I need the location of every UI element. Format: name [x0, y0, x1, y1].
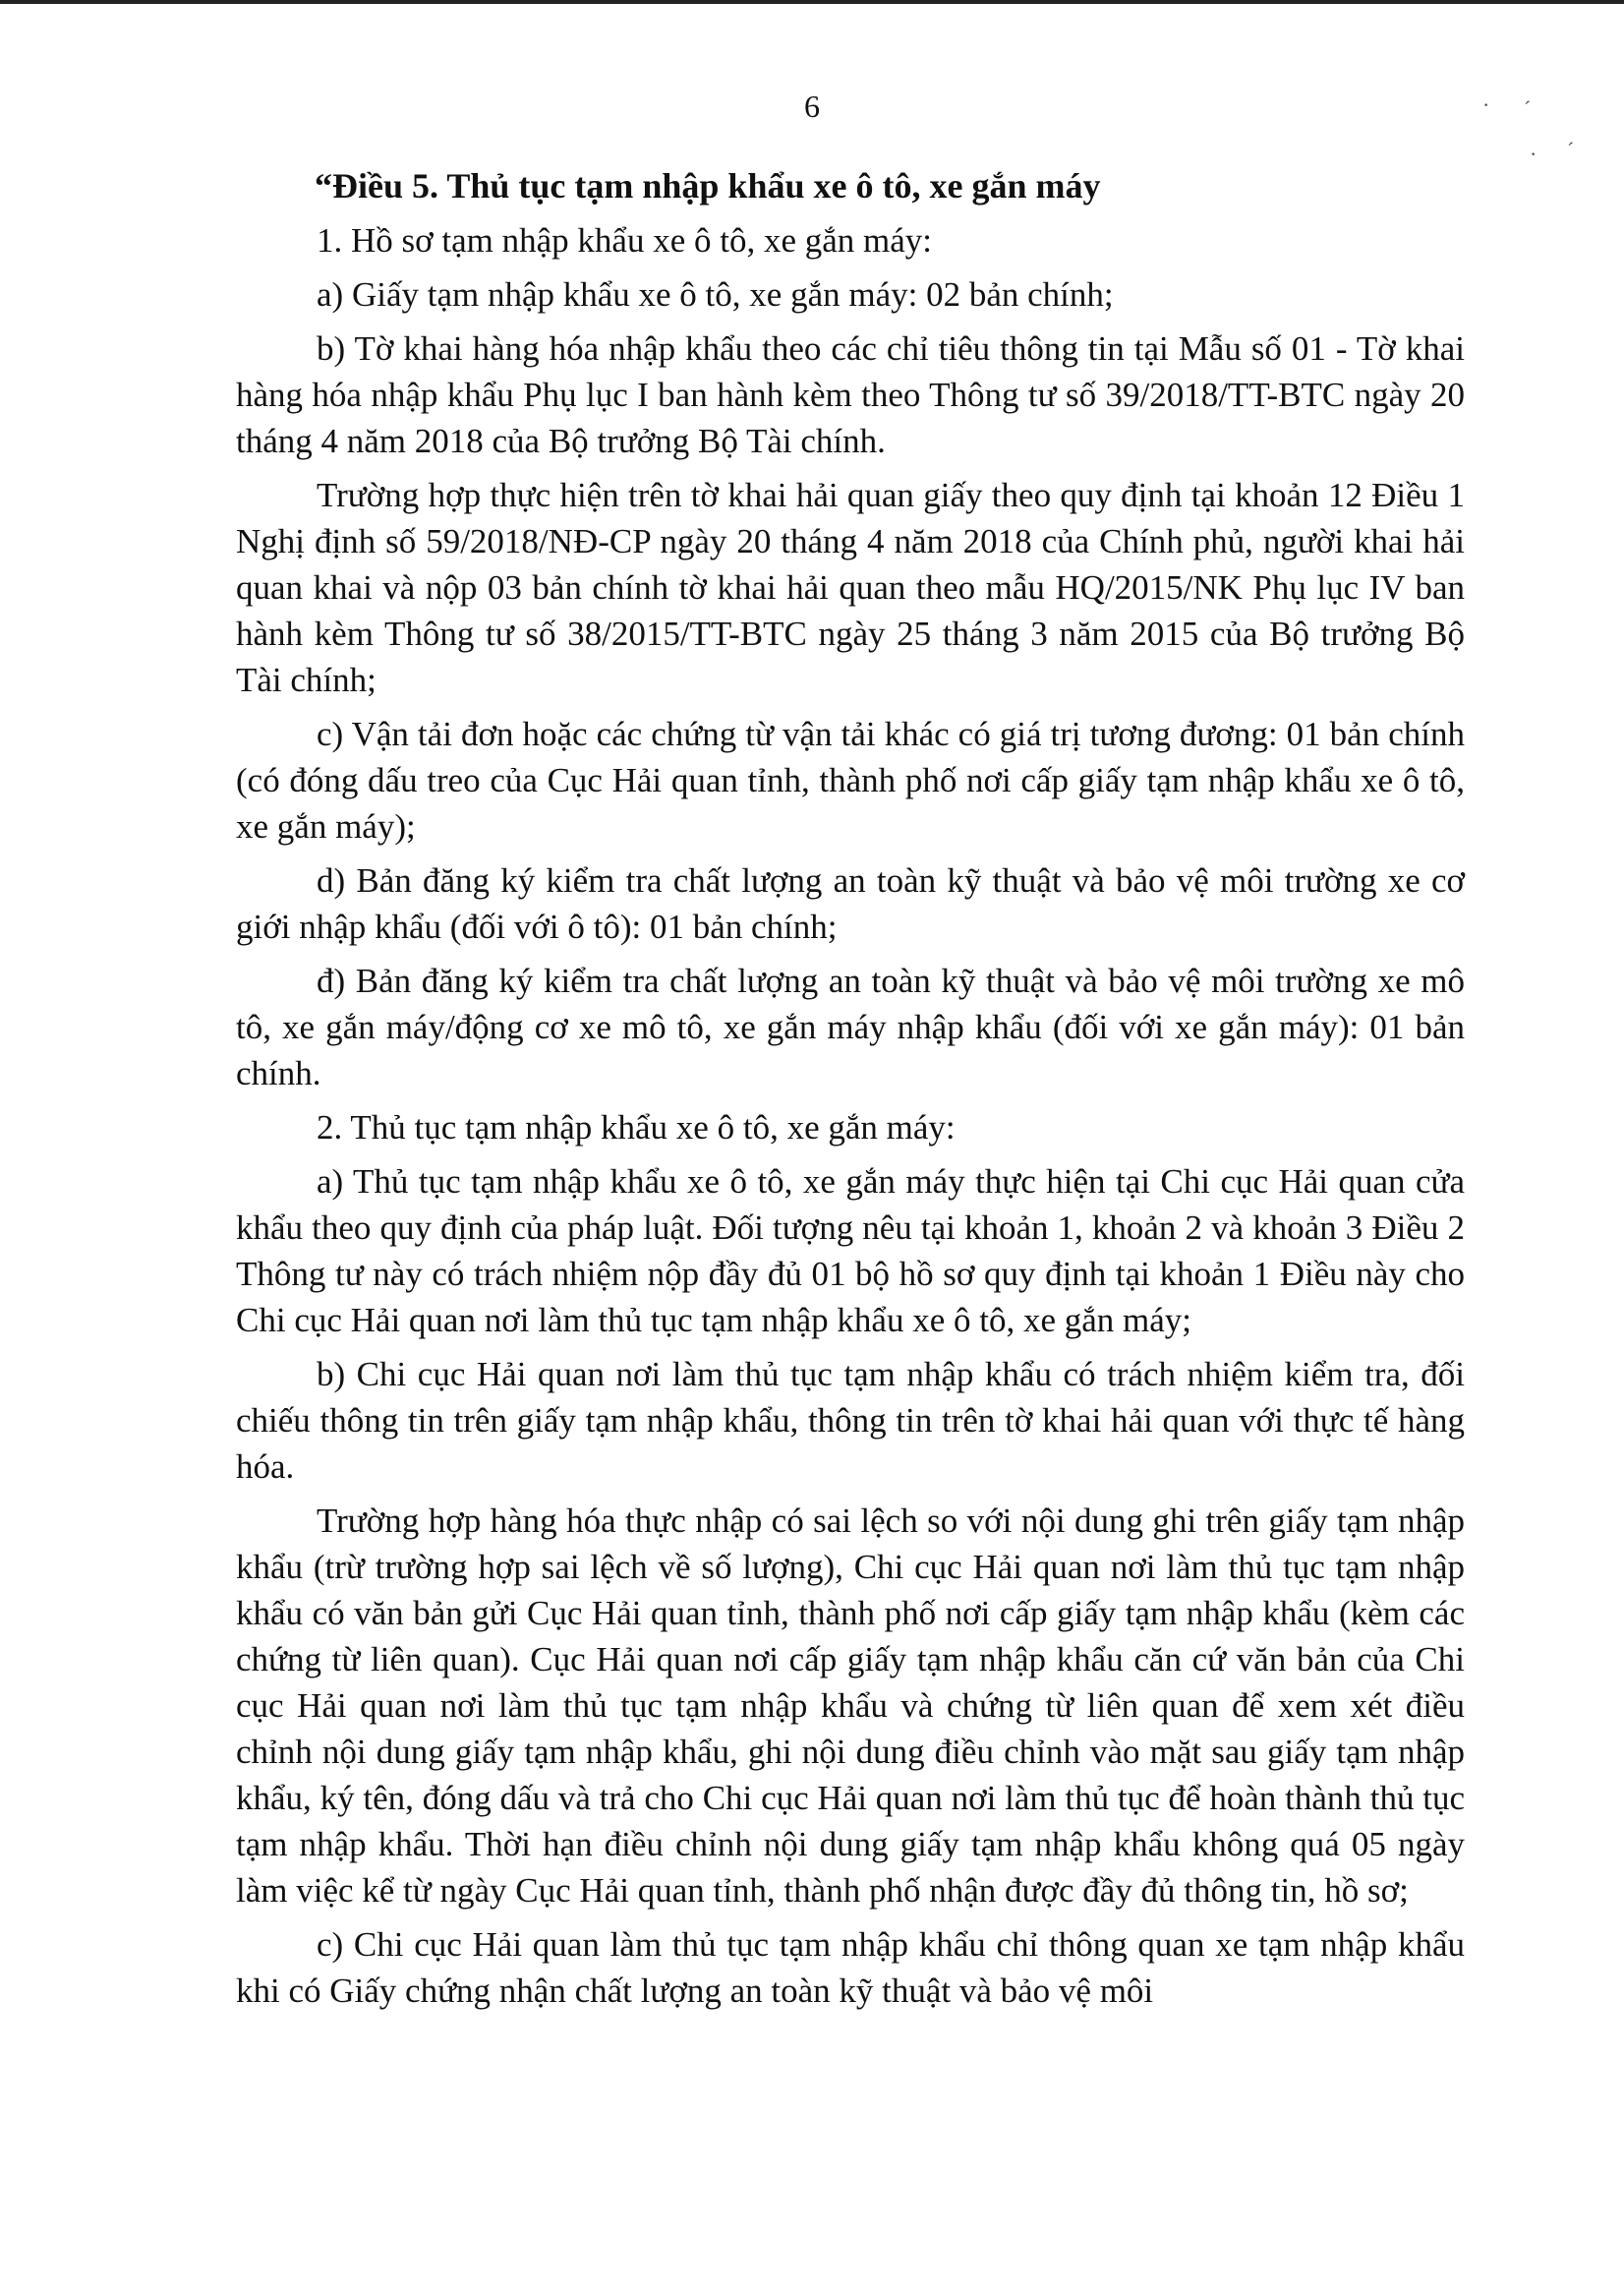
- paragraph-2c: c) Chi cục Hải quan làm thủ tục tạm nhập khẩu chỉ thông quan xe tạm nhập khẩu khi có Giấy chứng nhận chất lượng an toàn kỹ thuật và bảo vệ môi: [236, 1925, 1465, 2010]
- paragraph-1dd: đ) Bản đăng ký kiểm tra chất lượng an toàn kỹ thuật và bảo vệ môi trường xe mô tô, xe gắn máy/động cơ xe mô tô, xe gắn máy nhập khẩu (đối với xe gắn máy): 01 bản chính.: [236, 962, 1465, 1092]
- paragraph-2b: b) Chi cục Hải quan nơi làm thủ tục tạm nhập khẩu có trách nhiệm kiểm tra, đối chiếu thông tin trên giấy tạm nhập khẩu, thông tin trên tờ khai hải quan với thực tế hàng hóa.: [236, 1355, 1465, 1486]
- paragraph-1b-case: Trường hợp thực hiện trên tờ khai hải quan giấy theo quy định tại khoản 12 Điều 1 Nghị định số 59/2018/NĐ-CP ngày 20 tháng 4 năm 2018 của Chính phủ, người khai hải quan khai và nộp 03 bản chính tờ khai hải quan theo mẫu HQ/2015/NK Phụ lục IV ban hành kèm Thông tư số 38/2015/TT-BTC ngày 25 tháng 3 năm 2015 của Bộ trưởng Bộ Tài chính;: [236, 476, 1465, 699]
- paragraph-1: 1. Hồ sơ tạm nhập khẩu xe ô tô, xe gắn máy:: [317, 221, 933, 260]
- scan-speck: ·: [1482, 92, 1490, 117]
- paragraph-2: 2. Thủ tục tạm nhập khẩu xe ô tô, xe gắn máy:: [317, 1108, 956, 1147]
- paragraph-2b-case: Trường hợp hàng hóa thực nhập có sai lệch so với nội dung ghi trên giấy tạm nhập khẩu (trừ trường hợp sai lệch về số lượng), Chi cục Hải quan nơi làm thủ tục tạm nhập khẩu có văn bản gửi Cục Hải quan tỉnh, thành phố nơi cấp giấy tạm nhập khẩu (kèm các chứng từ liên quan). Cục Hải quan nơi cấp giấy tạm nhập khẩu căn cứ văn bản của Chi cục Hải quan nơi làm thủ tục tạm nhập khẩu và chứng từ liên quan để xem xét điều chỉnh nội dung giấy tạm nhập khẩu, ghi nội dung điều chỉnh vào mặt sau giấy tạm nhập khẩu, ký tên, đóng dấu và trả cho Chi cục Hải quan nơi làm thủ tục để hoàn thành thủ tục tạm nhập khẩu. Thời hạn điều chỉnh nội dung giấy tạm nhập khẩu không quá 05 ngày làm việc kể từ ngày Cục Hải quan tỉnh, thành phố nhận được đầy đủ thông tin, hồ sơ;: [236, 1501, 1465, 1910]
- document-body: [236, 163, 1465, 2022]
- article-heading: “Điều 5. Thủ tục tạm nhập khẩu xe ô tô, xe gắn máy: [315, 166, 1101, 206]
- scan-speck: ´: [1567, 138, 1575, 162]
- scan-speck: ·: [1530, 142, 1537, 166]
- page-number: 6: [804, 88, 820, 124]
- paragraph-1d: d) Bản đăng ký kiểm tra chất lượng an toàn kỹ thuật và bảo vệ môi trường xe cơ giới nhập khẩu (đối với ô tô): 01 bản chính;: [236, 861, 1465, 946]
- paragraph-2a: a) Thủ tục tạm nhập khẩu xe ô tô, xe gắn máy thực hiện tại Chi cục Hải quan cửa khẩu theo quy định của pháp luật. Đối tượng nêu tại khoản 1, khoản 2 và khoản 3 Điều 2 Thông tư này có trách nhiệm nộp đầy đủ 01 bộ hồ sơ quy định tại khoản 1 Điều này cho Chi cục Hải quan nơi làm thủ tục tạm nhập khẩu xe ô tô, xe gắn máy;: [236, 1162, 1465, 1339]
- paragraph-1a: a) Giấy tạm nhập khẩu xe ô tô, xe gắn máy: 02 bản chính;: [317, 275, 1114, 314]
- paragraph-1c: c) Vận tải đơn hoặc các chứng từ vận tải khác có giá trị tương đương: 01 bản chính (có đóng dấu treo của Cục Hải quan tỉnh, thành phố nơi cấp giấy tạm nhập khẩu xe ô tô, xe gắn máy);: [236, 715, 1465, 846]
- paragraph-1b: b) Tờ khai hàng hóa nhập khẩu theo các chỉ tiêu thông tin tại Mẫu số 01 - Tờ khai hàng hóa nhập khẩu Phụ lục I ban hành kèm theo Thông tư số 39/2018/TT-BTC ngày 20 tháng 4 năm 2018 của Bộ trưởng Bộ Tài chính.: [236, 329, 1465, 460]
- scan-speck: ´: [1524, 96, 1532, 121]
- scan-top-edge: [0, 0, 1624, 4]
